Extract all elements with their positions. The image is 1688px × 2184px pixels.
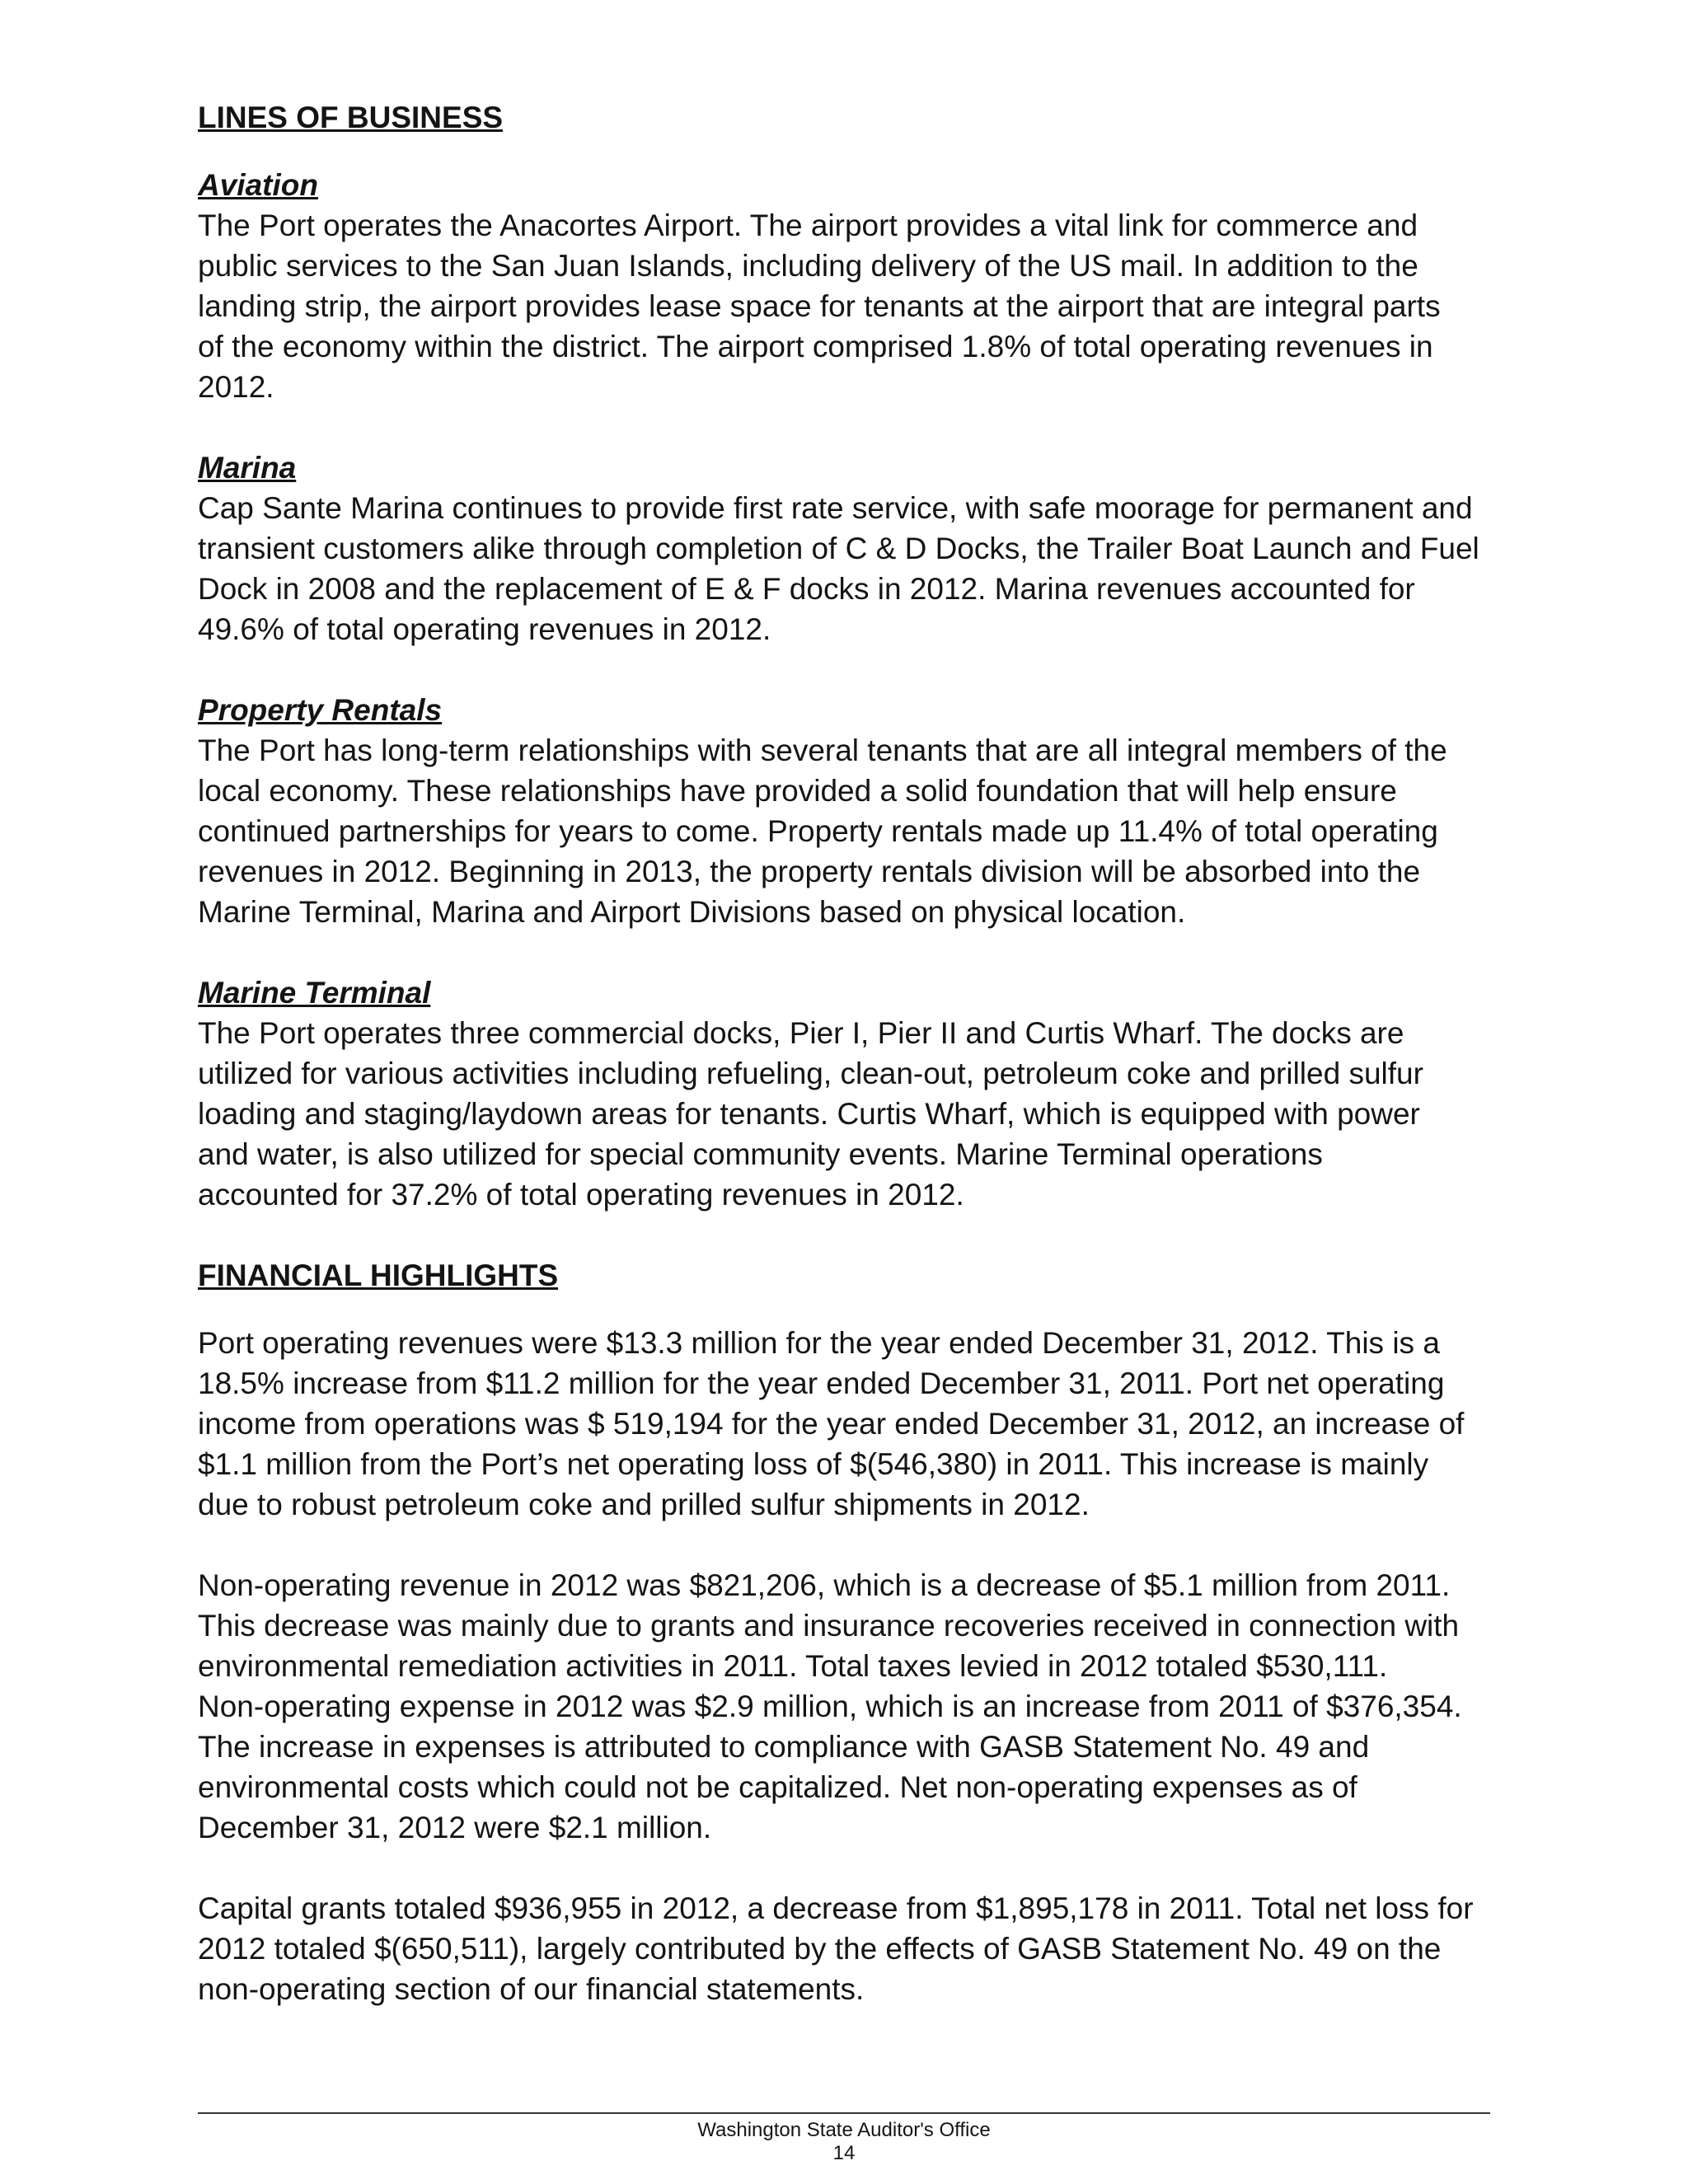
marina-section [198, 448, 1500, 649]
property-rentals-section [198, 690, 1500, 932]
spacer [198, 649, 1500, 690]
marina-text: Cap Sante Marina continues to provide first rate service, with safe moorage for permanent and transient customers alike through completion of C & D Docks, the Trailer Boat Launch and Fuel Dock in 2008 and the replacement of E & F docks in 2012. Marina revenues accounted for 49.6% of total operating revenues in 2012. [198, 491, 1479, 646]
property-rentals-title: Property Rentals [198, 693, 443, 727]
page-number: 14 [832, 2142, 856, 2164]
spacer [198, 1215, 1500, 1255]
marine-terminal-text: The Port operates three commercial docks, Pier I, Pier II and Curtis Wharf. The docks are utilized for various activities including refueling, clean-out, petroleum coke and prilled sulfur loading and staging/laydown areas for tenants. Curtis Wharf, which is equipped with power and water, is also utilized for special community events. Marine Terminal operations accounted for 37.2% of total operating revenues in 2012. [198, 1016, 1423, 1212]
financial-paragraph-operating: Port operating revenues were $13.3 million for the year ended December 31, 2012. This is a 18.5% increase from $11.2 million for the year ended December 31, 2011. Port net operating income from operations was $ 519,194 for the year ended December 31, 2012, an increase of $1.1 million from the Port’s net operating loss of $(546,380) in 2011. This increase is mainly due to robust petroleum coke and prilled sulfur shipments in 2012. [198, 1326, 1465, 1521]
spacer [198, 932, 1500, 972]
footer-divider [198, 2112, 1490, 2114]
marina-title: Marina [198, 451, 297, 485]
spacer [198, 1296, 1500, 1323]
spacer [198, 1525, 1500, 1565]
footer-office: Washington State Auditor's Office [697, 2119, 991, 2141]
marine-terminal-section [198, 972, 1500, 1215]
spacer [198, 1848, 1500, 1888]
financial-paragraph-non-operating: Non-operating revenue in 2012 was $821,206, which is a decrease of $5.1 million from 2011. This decrease was mainly due to grants and insurance recoveries received in connection with environmental remediation activities in 2011. Total taxes levied in 2012 totaled $530,111. Non-operating expense in 2012 was $2.9 million, which is an increase from 2011 of $376,354. The increase in expenses is attributed to compliance with GASB Statement No. 49 and environmental costs which could not be capitalized. Net non-operating expenses as of December 31, 2012 were $2.1 million. [198, 1568, 1462, 1844]
marine-terminal-title: Marine Terminal [198, 976, 431, 1010]
aviation-title: Aviation [198, 168, 318, 202]
lines-of-business-heading: LINES OF BUSINESS [198, 101, 504, 134]
aviation-section [198, 165, 1500, 407]
financial-paragraph-capital-grants: Capital grants totaled $936,955 in 2012, a decrease from $1,895,178 in 2011. Total net loss for 2012 totaled $(650,511), largely contributed by the effects of GASB Statement No. 49 on the non-operating section of our financial statements. [198, 1891, 1474, 2006]
property-rentals-text: The Port has long-term relationships with several tenants that are all integral members of the local economy. These relationships have provided a solid foundation that will help ensure continued partnerships for years to come. Property rentals made up 11.4% of total operating revenues in 2012. Beginning in 2013, the property rentals division will be absorbed into the Marine Terminal, Marina and Airport Divisions based on physical location. [198, 733, 1447, 929]
spacer [198, 407, 1500, 448]
document-page [198, 97, 1500, 2009]
financial-highlights-heading: FINANCIAL HIGHLIGHTS [198, 1258, 559, 1292]
aviation-text: The Port operates the Anacortes Airport. The airport provides a vital link for commerce and public services to the San Juan Islands, including delivery of the US mail. In addition to the landing strip, the airport provides lease space for tenants at the airport that are integral parts of the economy within the district. The airport comprised 1.8% of total operating revenues in 2012. [198, 209, 1441, 404]
spacer [198, 138, 1500, 165]
